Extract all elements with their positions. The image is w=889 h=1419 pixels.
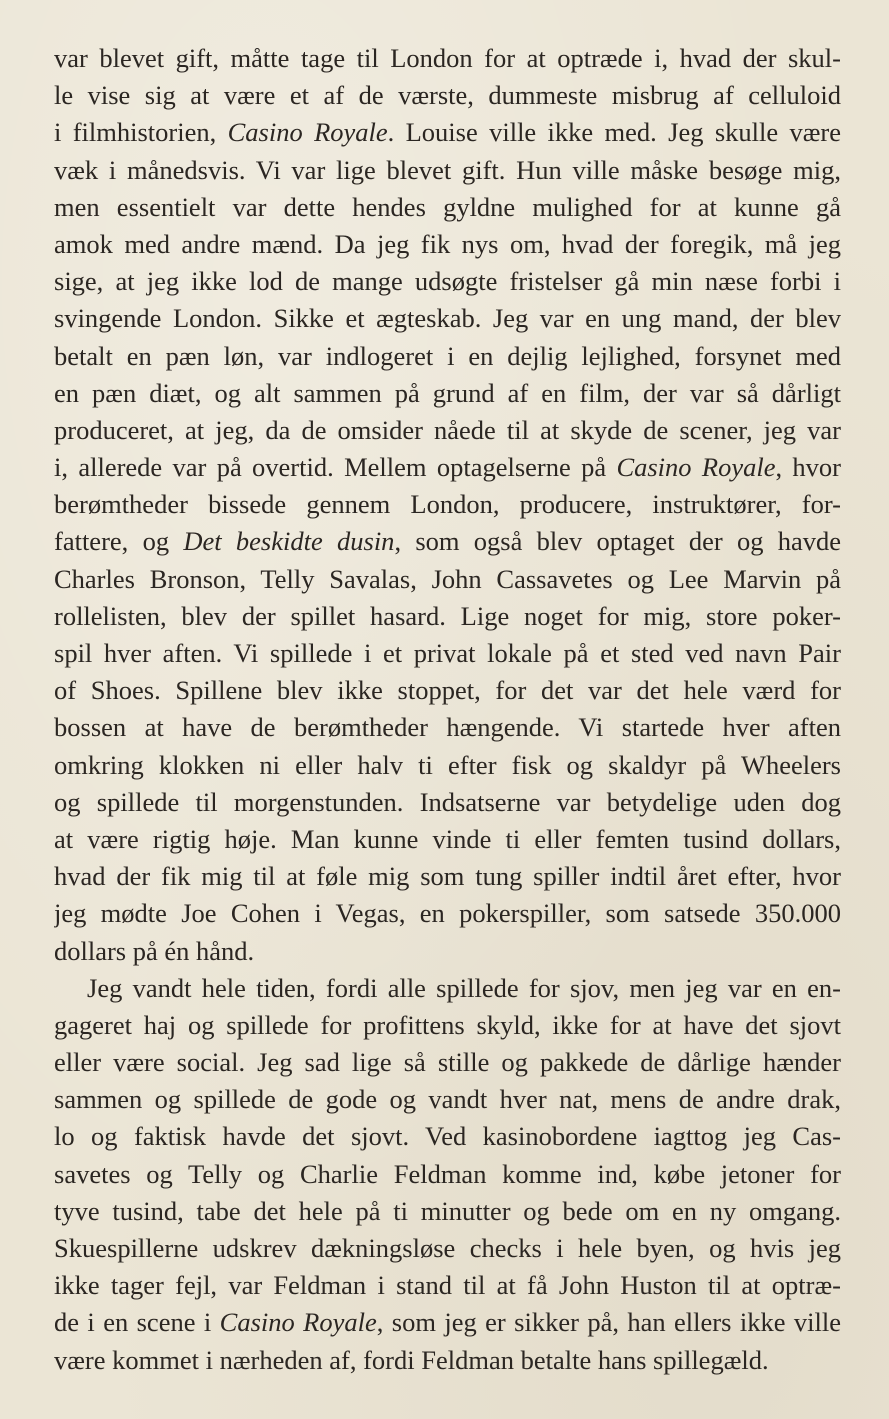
text-line: berømtheder bissede gennem London, producere, instruktører, for- — [54, 489, 841, 520]
paragraph — [54, 970, 841, 1379]
italic-title: Casino Royale — [616, 452, 776, 483]
text-line: omkring klokken ni eller halv ti efter fisk og skaldyr på Wheelers — [54, 749, 841, 780]
text-line: produceret, at jeg, da de omsider nåede til at skyde de scener, jeg var — [54, 414, 841, 445]
text-line: Jeg vandt hele tiden, fordi alle spillede for sjov, men jeg var en en- — [87, 972, 841, 1003]
text-line: betalt en pæn løn, var indlogeret i en dejlig lejlighed, forsynet med — [54, 340, 841, 371]
text-line: le vise sig at være et af de værste, dummeste misbrug af celluloid — [54, 80, 841, 111]
text-line: og spillede til morgenstunden. Indsatserne var betydelige uden dog — [54, 786, 841, 817]
text-line: savetes og Telly og Charlie Feldman komme ind, købe jetoner for — [54, 1158, 841, 1189]
body-text — [54, 40, 841, 1379]
text-line: de i en scene i Casino Royale, som jeg er sikker på, han ellers ikke ville — [54, 1307, 841, 1338]
text-line: væk i månedsvis. Vi var lige blevet gift. Hun ville måske besøge mig, — [54, 154, 841, 185]
italic-title: Casino Royale — [227, 117, 388, 148]
text-line: hvad der fik mig til at føle mig som tung spiller indtil året efter, hvor — [54, 861, 841, 892]
text-line: en pæn diæt, og alt sammen på grund af en film, der var så dårligt — [54, 377, 841, 408]
text-line: men essentielt var dette hendes gyldne mulighed for at kunne gå — [54, 191, 841, 222]
text-line: tyve tusind, tabe det hele på ti minutter og bede om en ny omgang. — [54, 1195, 841, 1226]
text-line: at være rigtig høje. Man kunne vinde ti eller femten tusind dollars, — [54, 823, 841, 854]
text-line: spil hver aften. Vi spillede i et privat lokale på et sted ved navn Pair — [54, 638, 841, 668]
text-line: i filmhistorien, Casino Royale. Louise ville ikke med. Jeg skulle være — [54, 117, 841, 148]
text-line: amok med andre mænd. Da jeg fik nys om, hvad der foregik, må jeg — [54, 228, 841, 259]
text-line: of Shoes. Spillene blev ikke stoppet, for det var det hele værd for — [54, 675, 841, 706]
italic-title: Det beskidte dusin — [183, 526, 395, 557]
text-line: lo og faktisk havde det sjovt. Ved kasinobordene iagttog jeg Cas- — [54, 1121, 841, 1152]
text-line: var blevet gift, måtte tage til London for at optræde i, hvad der skul- — [54, 43, 841, 73]
text-line: dollars på én hånd. — [54, 935, 255, 966]
text-line: eller være social. Jeg sad lige så stille og pakkede de dårlige hænder — [54, 1047, 841, 1078]
text-line: være kommet i nærheden af, fordi Feldman betalte hans spillegæld. — [54, 1344, 769, 1375]
text-line: i, allerede var på overtid. Mellem optagelserne på Casino Royale, hvor — [54, 452, 841, 483]
text-line: Charles Bronson, Telly Savalas, John Cassavetes og Lee Marvin på — [54, 563, 841, 594]
text-line: fattere, og Det beskidte dusin, som også blev optaget der og havde — [54, 526, 841, 557]
text-line: jeg mødte Joe Cohen i Vegas, en pokerspiller, som satsede 350.000 — [54, 898, 841, 929]
text-line: svingende London. Sikke et ægteskab. Jeg var en ung mand, der blev — [54, 303, 841, 334]
text-line: rollelisten, blev der spillet hasard. Lige noget for mig, store poker- — [54, 600, 841, 631]
text-line: bossen at have de berømtheder hængende. Vi startede hver aften — [54, 712, 841, 743]
text-line: sige, at jeg ikke lod de mange udsøgte fristelser gå min næse forbi i — [54, 266, 841, 297]
text-line: gageret haj og spillede for profittens skyld, ikke for at have det sjovt — [54, 1009, 841, 1040]
italic-title: Casino Royale — [219, 1307, 377, 1338]
text-line: Skuespillerne udskrev dækningsløse checks i hele byen, og hvis jeg — [54, 1233, 841, 1263]
paragraph — [54, 40, 841, 970]
text-line: sammen og spillede de gode og vandt hver nat, mens de andre drak, — [54, 1084, 841, 1115]
text-line: ikke tager fejl, var Feldman i stand til at få John Huston til at optræ- — [54, 1270, 841, 1301]
